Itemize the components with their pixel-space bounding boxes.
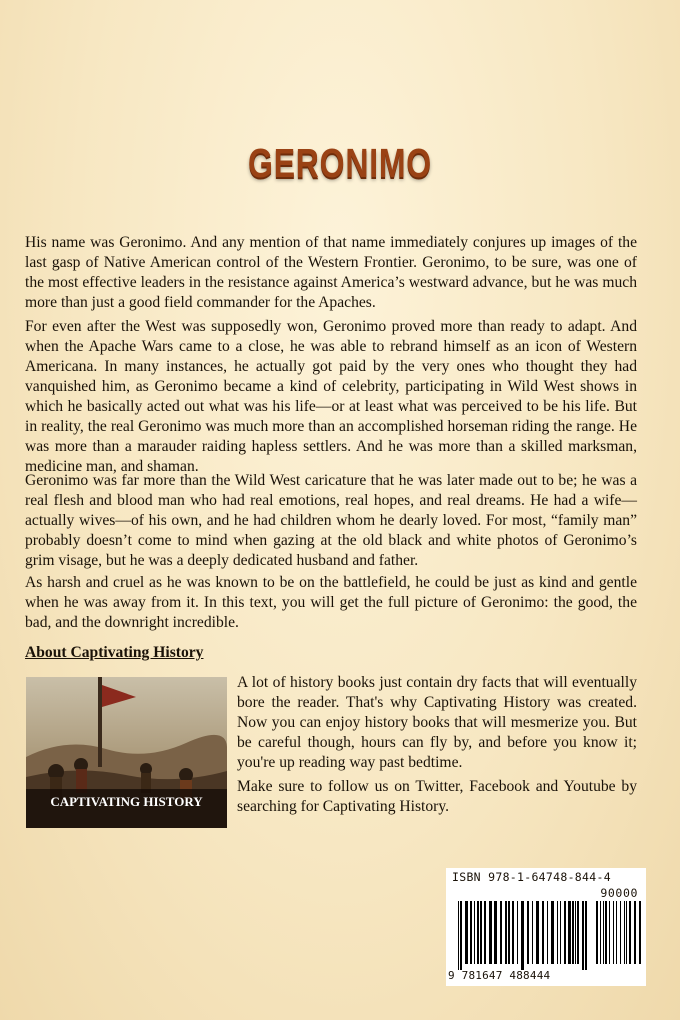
- paragraph-3: Geronimo was far more than the Wild West caricature that he was later made out to be; he was a real flesh and blood man who had real emotions, real hopes, and real dreams. He had a wife—actually wives—of his own, and he had children whom he dearly loved. For most, “family man” probably doesn’t come to mind when gazing at the old black and white photos of Geronimo’s grim visage, but he was a deeply dedicated husband and father.: [25, 472, 637, 569]
- publisher-image-caption: CAPTIVATING HISTORY: [50, 794, 203, 809]
- price-code: 90000: [600, 886, 638, 900]
- about-paragraph-1: A lot of history books just contain dry facts that will eventually bore the reader. That's why Captivating History was created. Now you can enjoy history books that will mesmerize you. But be careful though, hours can fly by, and before you know it; you're up reading way past bedtime.: [237, 674, 637, 771]
- publisher-image: [26, 677, 227, 828]
- paragraph-2: For even after the West was supposedly won, Geronimo proved more than ready to adapt. And when the Apache Wars came to a close, he was able to rebrand himself as an icon of Western Americana. In many instances, he actually got paid by the very ones who thought they had vanquished him, as Geronimo became a kind of celebrity, participating in Wild West shows in which he basically acted out what was his life—or at least what was perceived to be his life. But in reality, the real Geronimo was much more than an accomplished horseman riding the range. He was more than a marauder raiding hapless settlers. And he was more than a skilled marksman, medicine man, and shaman.: [25, 318, 637, 475]
- paragraph-4: As harsh and cruel as he was known to be on the battlefield, he could be just as kind and gentle when he was away from it. In this text, you will get the full picture of Geronimo: the good, the bad, and the downright incredible.: [25, 574, 637, 631]
- barcode-digits: 9 781647 488444: [448, 969, 551, 982]
- isbn-text: ISBN 978-1-64748-844-4: [452, 870, 611, 884]
- book-title: GERONIMO: [248, 140, 432, 186]
- about-heading: About Captivating History: [25, 644, 204, 661]
- about-paragraph-2: Make sure to follow us on Twitter, Facebook and Youtube by searching for Captivating History.: [237, 778, 637, 815]
- paragraph-1: His name was Geronimo. And any mention of that name immediately conjures up images of the last gasp of Native American control of the Western Frontier. Geronimo, to be sure, was one of the most effective leaders in the resistance against America’s westward advance, but he was much more than just a good field commander for the Apaches.: [25, 234, 637, 311]
- isbn-barcode: [446, 868, 646, 986]
